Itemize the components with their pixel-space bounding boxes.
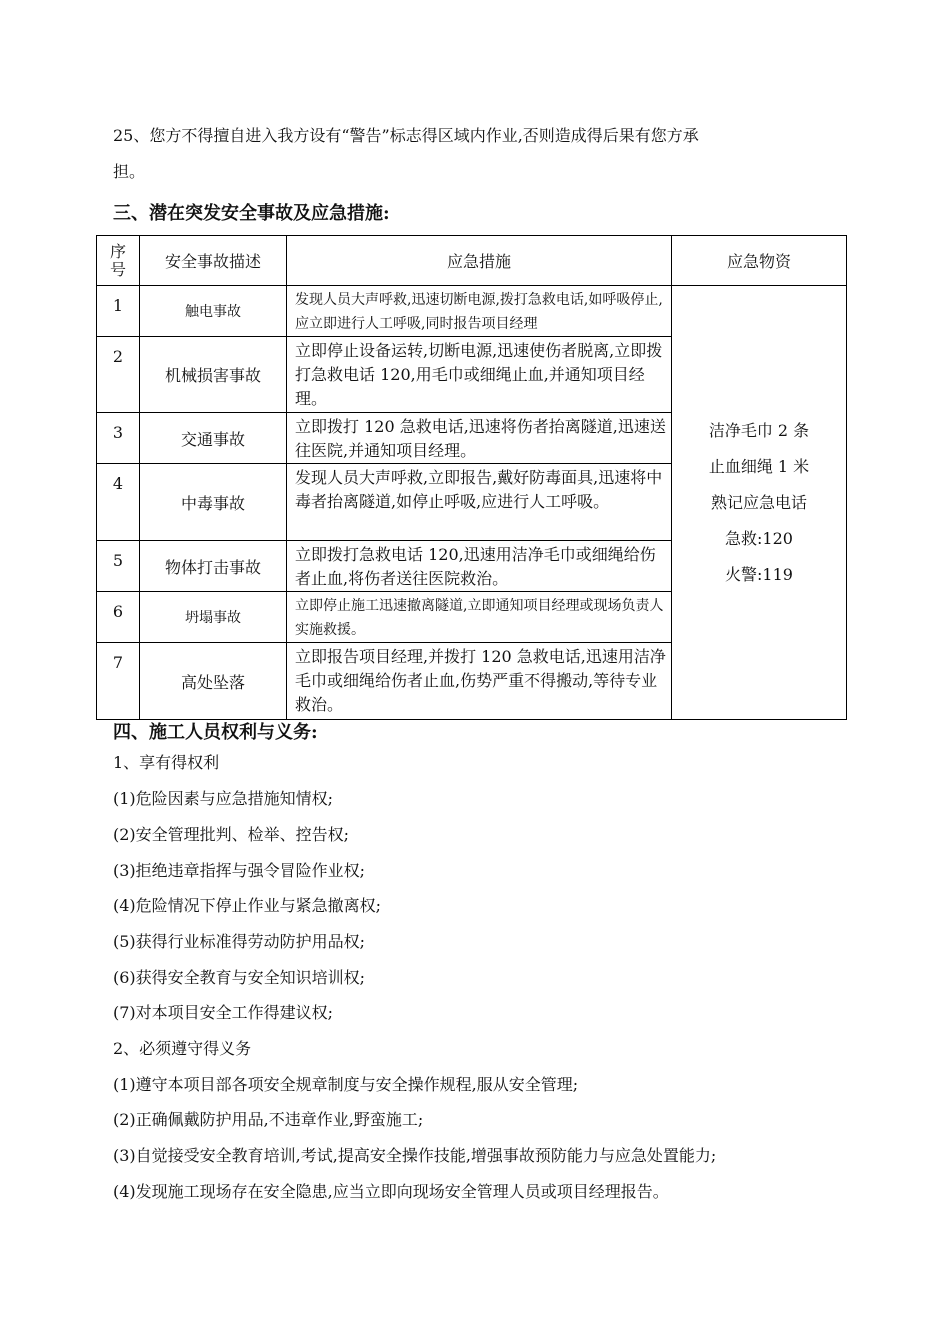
row-measures: 立即停止设备运转,切断电源,迅速使伤者脱离,立即拨打急救电话 120,用毛巾或细绳止血,并通知项目经理。 xyxy=(287,337,672,413)
list-item: (5)获得行业标准得劳动防护用品权; xyxy=(113,932,366,951)
row-desc: 交通事故 xyxy=(140,413,287,464)
row-seq: 7 xyxy=(97,643,140,720)
header-seq-line-1: 序 xyxy=(109,241,126,261)
row-desc: 物体打击事故 xyxy=(140,541,287,592)
header-supplies: 应急物资 xyxy=(672,236,847,286)
supply-item: 急救:120 xyxy=(725,528,793,548)
header-desc: 安全事故描述 xyxy=(140,236,287,286)
emergency-measures-table xyxy=(96,235,847,720)
emergency-supplies-cell xyxy=(672,286,847,720)
header-measures: 应急措施 xyxy=(287,236,672,286)
supply-item: 洁净毛巾 2 条 xyxy=(708,420,810,440)
row-seq: 5 xyxy=(97,541,140,592)
row-seq: 6 xyxy=(97,592,140,643)
row-measures: 发现人员大声呼救,迅速切断电源,拨打急救电话,如呼吸停止,应立即进行人工呼吸,同时报告项目经理 xyxy=(287,286,672,337)
row-measures: 立即拨打 120 急救电话,迅速将伤者抬离隧道,迅速送往医院,并通知项目经理。 xyxy=(287,413,672,464)
paragraph-25-line-1: 25、您方不得擅自进入我方设有“警告”标志得区域内作业,否则造成得后果有您方承 xyxy=(113,126,699,145)
supply-item: 火警:119 xyxy=(725,564,793,584)
paragraph-25 xyxy=(113,118,843,190)
list-item: (2)安全管理批判、检举、控告权; xyxy=(113,825,350,844)
header-seq-line-2: 号 xyxy=(109,259,126,279)
row-measures: 立即停止施工迅速撤离隧道,立即通知项目经理或现场负责人实施救援。 xyxy=(287,592,672,643)
row-seq: 1 xyxy=(97,286,140,337)
row-desc: 中毒事故 xyxy=(140,464,287,541)
row-measures: 立即报告项目经理,并拨打 120 急救电话,迅速用洁净毛巾或细绳给伤者止血,伤势严重不得搬动,等待专业救治。 xyxy=(287,643,672,720)
row-desc: 坍塌事故 xyxy=(140,592,287,643)
list-item: (1)遵守本项目部各项安全规章制度与安全操作规程,服从安全管理; xyxy=(113,1075,579,1094)
list-item: (3)自觉接受安全教育培训,考试,提高安全操作技能,增强事故预防能力与应急处置能力; xyxy=(113,1146,717,1165)
rights-title: 1、享有得权利 xyxy=(113,753,220,772)
section-4-heading: 四、施工人员权利与义务: xyxy=(113,722,318,743)
row-seq: 2 xyxy=(97,337,140,413)
list-item: (6)获得安全教育与安全知识培训权; xyxy=(113,968,366,987)
list-item: (2)正确佩戴防护用品,不违章作业,野蛮施工; xyxy=(113,1110,424,1129)
table-header-row xyxy=(97,236,847,286)
section-3-heading: 三、潜在突发安全事故及应急措施: xyxy=(113,203,390,224)
header-seq xyxy=(97,236,140,286)
row-seq: 3 xyxy=(97,413,140,464)
supply-item: 止血细绳 1 米 xyxy=(708,456,810,476)
row-measures: 立即拨打急救电话 120,迅速用洁净毛巾或细绳给伤者止血,将伤者送往医院救治。 xyxy=(287,541,672,592)
table-row xyxy=(97,286,847,337)
row-desc: 机械损害事故 xyxy=(140,337,287,413)
row-seq: 4 xyxy=(97,464,140,541)
row-desc: 高处坠落 xyxy=(140,643,287,720)
paragraph-25-line-2: 担。 xyxy=(113,162,146,181)
row-measures: 发现人员大声呼救,立即报告,戴好防毒面具,迅速将中毒者抬离隧道,如停止呼吸,应进行人工呼吸。 xyxy=(287,464,672,541)
supply-item: 熟记应急电话 xyxy=(710,492,807,512)
duties-title: 2、必须遵守得义务 xyxy=(113,1039,252,1058)
list-item: (4)发现施工现场存在安全隐患,应当立即向现场安全管理人员或项目经理报告。 xyxy=(113,1182,669,1201)
list-item: (1)危险因素与应急措施知情权; xyxy=(113,789,334,808)
row-desc: 触电事故 xyxy=(140,286,287,337)
list-item: (3)拒绝违章指挥与强令冒险作业权; xyxy=(113,861,366,880)
list-item: (7)对本项目安全工作得建议权; xyxy=(113,1003,334,1022)
list-item: (4)危险情况下停止作业与紧急撤离权; xyxy=(113,896,382,915)
